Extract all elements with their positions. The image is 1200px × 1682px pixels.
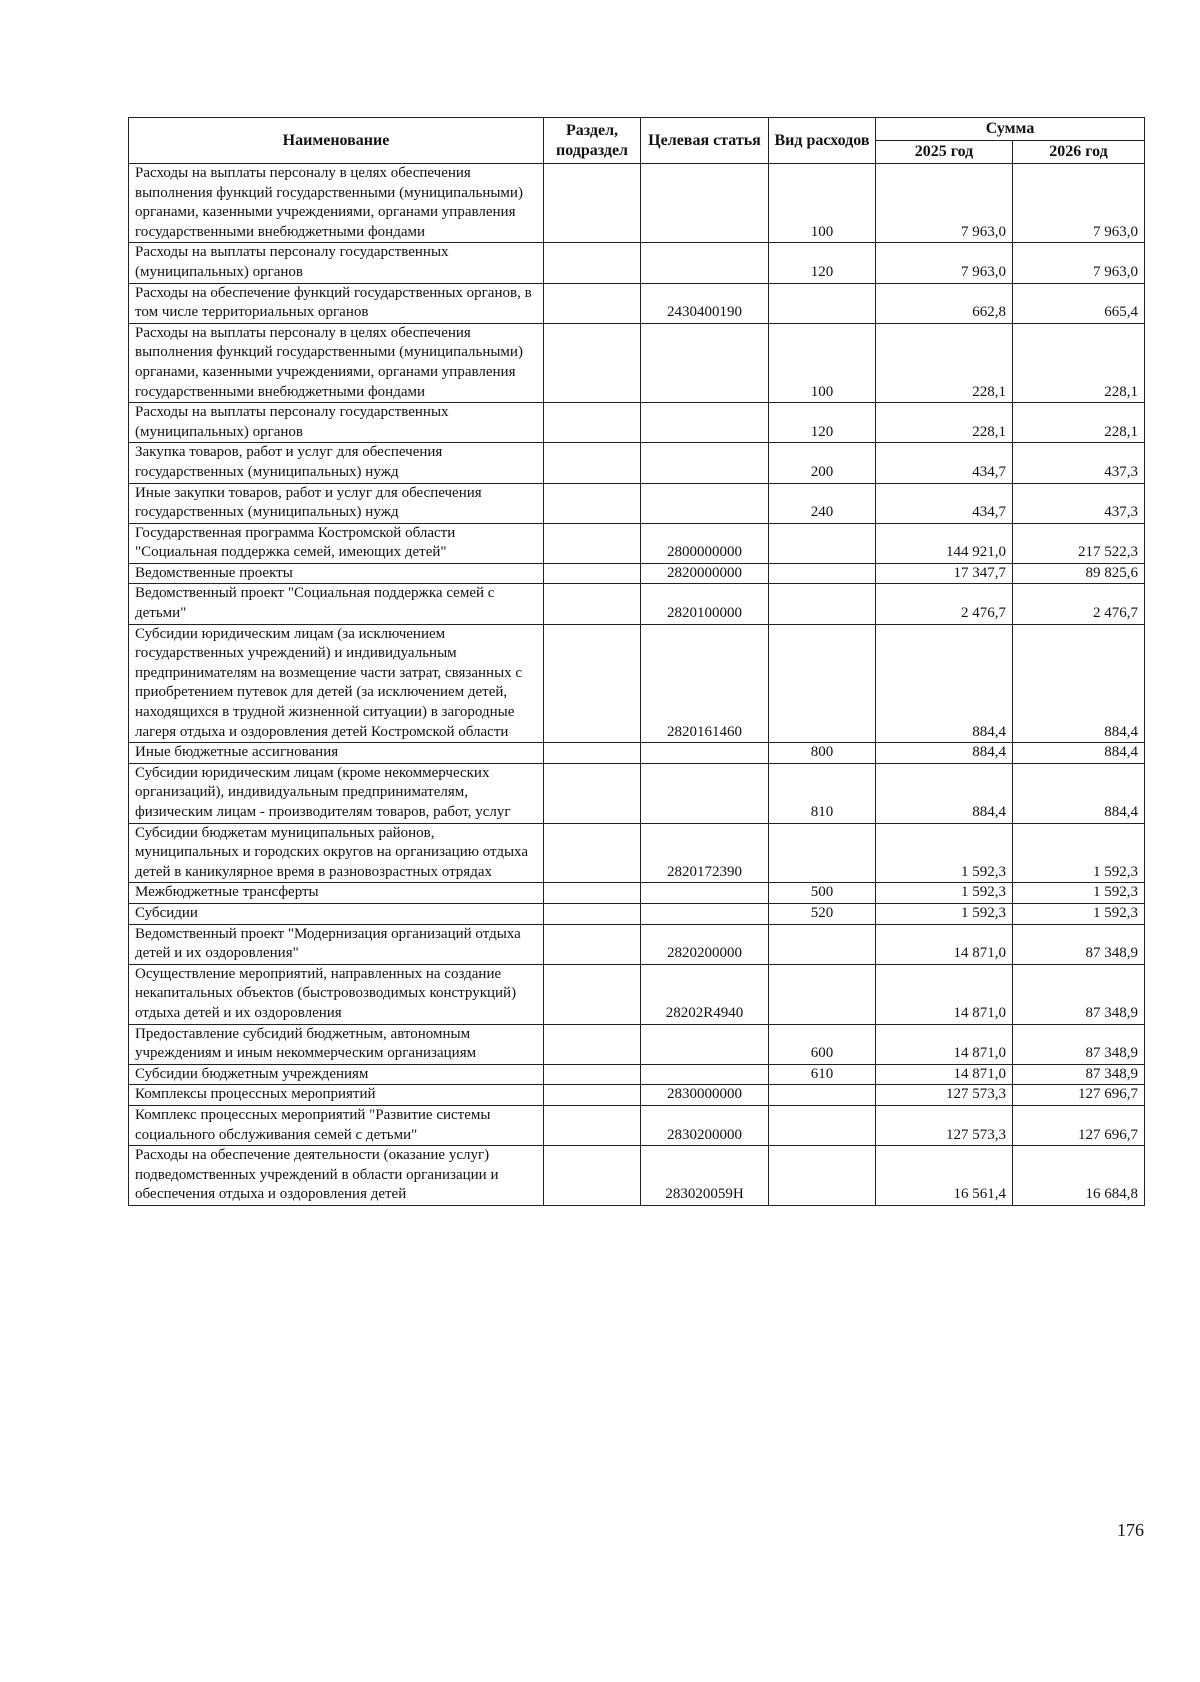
cell-kind: 810 [769, 763, 876, 823]
table-row [129, 1024, 1145, 1064]
cell-kind [769, 584, 876, 624]
table-row [129, 563, 1145, 584]
cell-2025: 14 871,0 [876, 924, 1013, 964]
cell-section [544, 584, 641, 624]
cell-kind [769, 964, 876, 1024]
cell-section [544, 743, 641, 764]
table-row [129, 763, 1145, 823]
cell-2026: 16 684,8 [1013, 1146, 1145, 1206]
cell-kind [769, 1085, 876, 1106]
table-row [129, 283, 1145, 323]
cell-kind: 200 [769, 443, 876, 483]
cell-target: 2830000000 [641, 1085, 769, 1106]
cell-section [544, 1064, 641, 1085]
table-row [129, 964, 1145, 1024]
cell-name: Ведомственный проект "Социальная поддержка семей с детьми" [129, 584, 544, 624]
cell-section [544, 483, 641, 523]
cell-section [544, 624, 641, 743]
cell-kind [769, 523, 876, 563]
cell-2025: 14 871,0 [876, 1024, 1013, 1064]
cell-section [544, 823, 641, 883]
cell-section [544, 403, 641, 443]
cell-2025: 884,4 [876, 624, 1013, 743]
cell-2026: 665,4 [1013, 283, 1145, 323]
cell-2025: 17 347,7 [876, 563, 1013, 584]
cell-section [544, 883, 641, 904]
table-row [129, 624, 1145, 743]
table-row [129, 924, 1145, 964]
cell-target [641, 883, 769, 904]
cell-target [641, 763, 769, 823]
col-header-2026: 2026 год [1013, 141, 1145, 164]
cell-2025: 127 573,3 [876, 1105, 1013, 1145]
cell-section [544, 323, 641, 402]
cell-2026: 87 348,9 [1013, 1064, 1145, 1085]
cell-2026: 87 348,9 [1013, 1024, 1145, 1064]
cell-2025: 434,7 [876, 443, 1013, 483]
cell-section [544, 443, 641, 483]
table-row [129, 443, 1145, 483]
cell-target: 283020059Н [641, 1146, 769, 1206]
col-header-name: Наименование [129, 118, 544, 164]
cell-2025: 16 561,4 [876, 1146, 1013, 1206]
cell-2025: 14 871,0 [876, 1064, 1013, 1085]
table-row [129, 903, 1145, 924]
cell-target [641, 483, 769, 523]
cell-2026: 228,1 [1013, 403, 1145, 443]
col-header-sum: Сумма [876, 118, 1145, 141]
cell-target: 2820200000 [641, 924, 769, 964]
cell-target [641, 243, 769, 283]
cell-target: 2820000000 [641, 563, 769, 584]
cell-name: Ведомственные проекты [129, 563, 544, 584]
table-row [129, 823, 1145, 883]
cell-target [641, 903, 769, 924]
cell-kind [769, 283, 876, 323]
cell-section [544, 1105, 641, 1145]
cell-target: 2830200000 [641, 1105, 769, 1145]
cell-2026: 87 348,9 [1013, 924, 1145, 964]
cell-2025: 7 963,0 [876, 243, 1013, 283]
cell-kind: 100 [769, 323, 876, 402]
cell-2025: 144 921,0 [876, 523, 1013, 563]
cell-kind: 240 [769, 483, 876, 523]
cell-kind: 120 [769, 243, 876, 283]
cell-name: Ведомственный проект "Модернизация организаций отдыха детей и их оздоровления" [129, 924, 544, 964]
cell-name: Субсидии [129, 903, 544, 924]
cell-section [544, 243, 641, 283]
cell-name: Расходы на выплаты персоналу в целях обеспечения выполнения функций государственными (муниципальными) органами, казенными учреждениями, органами управления государственными внебюджетными фондами [129, 164, 544, 243]
cell-2025: 884,4 [876, 743, 1013, 764]
cell-target [641, 164, 769, 243]
cell-name: Субсидии юридическим лицам (за исключением государственных учреждений) и индивидуальным предпринимателям на возмещение части затрат, связанных с приобретением путевок для детей (за исключением детей, находящихся в трудной жизненной ситуации) в загородные лагеря отдыха и оздоровления детей Костромской области [129, 624, 544, 743]
cell-name: Расходы на выплаты персоналу в целях обеспечения выполнения функций государственными (муниципальными) органами, казенными учреждениями, органами управления государственными внебюджетными фондами [129, 323, 544, 402]
cell-target [641, 443, 769, 483]
cell-section [544, 1085, 641, 1106]
cell-2026: 884,4 [1013, 763, 1145, 823]
col-header-2025: 2025 год [876, 141, 1013, 164]
cell-name: Расходы на обеспечение функций государственных органов, в том числе территориальных органов [129, 283, 544, 323]
cell-2026: 127 696,7 [1013, 1105, 1145, 1145]
cell-2025: 1 592,3 [876, 883, 1013, 904]
table-row [129, 1064, 1145, 1085]
cell-section [544, 563, 641, 584]
cell-section [544, 164, 641, 243]
cell-section [544, 283, 641, 323]
cell-section [544, 903, 641, 924]
cell-target: 2820172390 [641, 823, 769, 883]
cell-2025: 14 871,0 [876, 964, 1013, 1024]
cell-section [544, 964, 641, 1024]
cell-name: Расходы на выплаты персоналу государственных (муниципальных) органов [129, 403, 544, 443]
table-row [129, 403, 1145, 443]
cell-section [544, 924, 641, 964]
cell-2026: 228,1 [1013, 323, 1145, 402]
cell-target [641, 1024, 769, 1064]
cell-2026: 87 348,9 [1013, 964, 1145, 1024]
cell-name: Субсидии юридическим лицам (кроме некоммерческих организаций), индивидуальным предпринимателям, физическим лицам - производителям товаров, работ, услуг [129, 763, 544, 823]
cell-kind: 500 [769, 883, 876, 904]
cell-name: Субсидии бюджетам муниципальных районов, муниципальных и городских округов на организацию отдыха детей в каникулярное время в разновозрастных отрядах [129, 823, 544, 883]
cell-name: Предоставление субсидий бюджетным, автономным учреждениям и иным некоммерческим организациям [129, 1024, 544, 1064]
cell-target: 28202R4940 [641, 964, 769, 1024]
cell-kind [769, 624, 876, 743]
table-row [129, 243, 1145, 283]
budget-table-sheet [128, 117, 1144, 1206]
table-row [129, 1146, 1145, 1206]
cell-kind [769, 924, 876, 964]
cell-name: Расходы на обеспечение деятельности (оказание услуг) подведомственных учреждений в области организации и обеспечения отдыха и оздоровления детей [129, 1146, 544, 1206]
cell-kind [769, 1146, 876, 1206]
cell-target: 2820100000 [641, 584, 769, 624]
cell-name: Закупка товаров, работ и услуг для обеспечения государственных (муниципальных) нужд [129, 443, 544, 483]
cell-section [544, 1146, 641, 1206]
cell-2026: 884,4 [1013, 624, 1145, 743]
cell-name: Субсидии бюджетным учреждениям [129, 1064, 544, 1085]
cell-2026: 217 522,3 [1013, 523, 1145, 563]
cell-name: Расходы на выплаты персоналу государственных (муниципальных) органов [129, 243, 544, 283]
cell-target: 2800000000 [641, 523, 769, 563]
cell-target: 2820161460 [641, 624, 769, 743]
cell-2025: 228,1 [876, 323, 1013, 402]
cell-kind: 100 [769, 164, 876, 243]
cell-kind: 610 [769, 1064, 876, 1085]
cell-2025: 2 476,7 [876, 584, 1013, 624]
cell-2025: 662,8 [876, 283, 1013, 323]
page-number: 176 [1117, 1520, 1144, 1540]
cell-target [641, 323, 769, 402]
cell-2025: 434,7 [876, 483, 1013, 523]
cell-kind [769, 1105, 876, 1145]
cell-2025: 1 592,3 [876, 903, 1013, 924]
table-row [129, 523, 1145, 563]
table-row [129, 584, 1145, 624]
cell-target: 2430400190 [641, 283, 769, 323]
budget-table [128, 117, 1145, 1206]
cell-name: Комплексы процессных мероприятий [129, 1085, 544, 1106]
cell-2026: 884,4 [1013, 743, 1145, 764]
cell-2026: 2 476,7 [1013, 584, 1145, 624]
table-row [129, 164, 1145, 243]
cell-2025: 884,4 [876, 763, 1013, 823]
table-row [129, 883, 1145, 904]
cell-2026: 7 963,0 [1013, 243, 1145, 283]
cell-name: Иные бюджетные ассигнования [129, 743, 544, 764]
table-row [129, 1085, 1145, 1106]
table-row [129, 483, 1145, 523]
cell-name: Межбюджетные трансферты [129, 883, 544, 904]
table-row [129, 323, 1145, 402]
cell-2026: 89 825,6 [1013, 563, 1145, 584]
cell-target [641, 403, 769, 443]
cell-target [641, 1064, 769, 1085]
cell-kind [769, 563, 876, 584]
cell-2026: 1 592,3 [1013, 903, 1145, 924]
table-body [129, 164, 1145, 1206]
cell-target [641, 743, 769, 764]
cell-section [544, 763, 641, 823]
cell-2026: 437,3 [1013, 443, 1145, 483]
cell-2026: 7 963,0 [1013, 164, 1145, 243]
cell-2025: 228,1 [876, 403, 1013, 443]
cell-name: Государственная программа Костромской области "Социальная поддержка семей, имеющих детей" [129, 523, 544, 563]
cell-2025: 1 592,3 [876, 823, 1013, 883]
cell-kind [769, 823, 876, 883]
cell-kind: 600 [769, 1024, 876, 1064]
cell-2025: 127 573,3 [876, 1085, 1013, 1106]
cell-name: Осуществление мероприятий, направленных на создание некапитальных объектов (быстровозводимых конструкций) отдыха детей и их оздоровления [129, 964, 544, 1024]
col-header-target: Целевая статья [641, 118, 769, 164]
cell-name: Комплекс процессных мероприятий "Развитие системы социального обслуживания семей с детьми" [129, 1105, 544, 1145]
cell-2026: 1 592,3 [1013, 883, 1145, 904]
cell-kind: 120 [769, 403, 876, 443]
table-row [129, 1105, 1145, 1145]
col-header-section: Раздел, подраздел [544, 118, 641, 164]
cell-section [544, 1024, 641, 1064]
cell-kind: 520 [769, 903, 876, 924]
cell-2026: 1 592,3 [1013, 823, 1145, 883]
table-row [129, 743, 1145, 764]
col-header-kind: Вид расходов [769, 118, 876, 164]
cell-section [544, 523, 641, 563]
cell-name: Иные закупки товаров, работ и услуг для обеспечения государственных (муниципальных) нужд [129, 483, 544, 523]
cell-2026: 437,3 [1013, 483, 1145, 523]
cell-2025: 7 963,0 [876, 164, 1013, 243]
cell-kind: 800 [769, 743, 876, 764]
cell-2026: 127 696,7 [1013, 1085, 1145, 1106]
